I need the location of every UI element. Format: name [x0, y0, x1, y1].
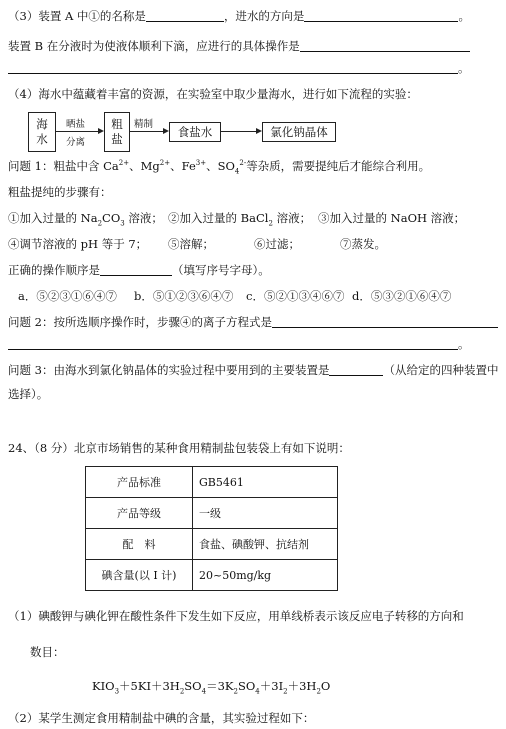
table-row — [86, 498, 338, 529]
table-cell-value: 食盐、碘酸钾、抗结剂 — [193, 529, 338, 560]
flow-box-brine-label: 食盐水 — [177, 124, 213, 139]
eq-sub-4: 2 — [233, 687, 238, 696]
p1-text-c: 、Fe — [170, 159, 196, 173]
eq-part-6: ＋3I — [259, 679, 284, 693]
step1-sub1: 2 — [97, 219, 103, 228]
q4-intro: （4）海水中蕴藏着丰富的资源，在实验室中取少量海水，进行如下流程的实验： — [8, 87, 418, 101]
eq-part-2: ＋5KI＋3H — [119, 679, 180, 693]
q4-problem2-line2 — [8, 336, 470, 352]
table-cell-value: 一级 — [193, 498, 338, 529]
steps-intro: 粗盐提纯的步骤有： — [8, 185, 112, 199]
p1-mg-charge: 2+ — [159, 159, 171, 168]
eq-part-3: SO — [184, 679, 202, 693]
flow-box-seawater — [28, 112, 56, 152]
p2-text: 问题 2：按所选顺序操作时，步骤④的离子方程式是 — [8, 315, 272, 329]
p1-fe-charge: 3+ — [195, 159, 207, 168]
table-row — [86, 467, 338, 498]
eq-sub-3: 4 — [201, 687, 207, 696]
eq-sub-5: 4 — [255, 687, 260, 696]
q24-part1-line2: 数目： — [30, 645, 65, 659]
option-c[interactable]: c．⑤②①③④⑥⑦ — [246, 289, 345, 303]
order-question — [8, 262, 270, 278]
q3-line1-end: 。 — [458, 9, 470, 23]
q3-line1 — [8, 8, 470, 24]
flow-arrow-1-label-bottom: 分离 — [66, 137, 86, 148]
q24-title: 24、（8 分）北京市场销售的某种食用精制盐包装袋上有如下说明： — [8, 441, 350, 455]
flow-box-nacl-crystal-label: 氯化钠晶体 — [270, 124, 328, 139]
q3-line1-text-a: （3）装置 A 中①的名称是 — [8, 9, 146, 23]
flow-arrow-1-line — [55, 131, 98, 132]
table-cell-value: GB5461 — [193, 467, 338, 498]
p1-text-e: 等杂质，需要提纯后才能综合利用。 — [246, 159, 431, 173]
order-text-a: 正确的操作顺序是 — [8, 263, 100, 277]
p2-end: 。 — [458, 337, 470, 351]
answer-blank-operation-cont[interactable] — [8, 61, 458, 74]
p1-text-d: 、SO — [206, 159, 235, 173]
eq-sub-7: 2 — [316, 687, 321, 696]
q3-line3-end: 。 — [458, 61, 470, 75]
q3-line3 — [8, 60, 470, 76]
table-cell-key: 产品标准 — [86, 467, 193, 498]
step-6: ⑥过滤； — [254, 237, 300, 251]
flow-box-seawater-char2: 水 — [36, 132, 48, 146]
eq-part-1: KIO — [92, 679, 115, 693]
product-spec-table — [85, 466, 338, 591]
q4-problem2 — [8, 314, 498, 330]
step-1 — [8, 210, 163, 226]
step1-text-c: 溶液； — [124, 211, 163, 225]
eq-sub-1: 3 — [114, 687, 120, 696]
answer-blank-operation[interactable] — [300, 39, 470, 52]
order-text-b: （填写序号字母）。 — [172, 263, 270, 277]
table-cell-key: 碘含量(以 I 计) — [86, 560, 193, 591]
table-cell-key: 产品等级 — [86, 498, 193, 529]
q24-part1-line1: （1）碘酸钾与碘化钾在酸性条件下发生如下反应，用单线桥表示该反应电子转移的方向和 — [8, 609, 464, 623]
p1-text-a: 问题 1：粗盐中含 Ca — [8, 159, 119, 173]
p3-text-a: 问题 3：由海水到氯化钠晶体的实验过程中要用到的主要装置是 — [8, 363, 330, 377]
q3-line1-text-b: ，进水的方向是 — [223, 9, 305, 23]
eq-part-4: ＝3K — [206, 679, 234, 693]
step1-text-a: ①加入过量的 Na — [8, 211, 98, 225]
p1-text-b: 、Mg — [129, 159, 160, 173]
table-row — [86, 560, 338, 591]
table-row — [86, 529, 338, 560]
p1-so-charge: 2- — [239, 159, 247, 168]
answer-blank-apparatus[interactable] — [329, 363, 383, 376]
table-cell-key: 配 料 — [86, 529, 193, 560]
eq-part-5: SO — [237, 679, 256, 693]
step2-sub: 2 — [268, 219, 273, 228]
flow-box-crude-salt — [104, 112, 130, 152]
answer-blank-ion-equation[interactable] — [272, 315, 498, 328]
eq-part-7: ＋3H — [287, 679, 317, 693]
step1-sub2: 3 — [120, 219, 125, 228]
flow-arrow-1-label-top: 晒盐 — [66, 119, 86, 130]
flow-box-seawater-char1: 海 — [36, 117, 48, 131]
answer-blank-device-name[interactable] — [146, 9, 224, 22]
q3-line2-text: 装置 B 在分液时为使液体顺利下滴，应进行的具体操作是 — [8, 39, 300, 53]
q3-line2 — [8, 38, 470, 54]
step2-text-a: ②加入过量的 BaCl — [168, 211, 269, 225]
step-3: ③加入过量的 NaOH 溶液； — [318, 211, 466, 225]
flow-arrow-3-line — [220, 131, 256, 132]
step1-text-b: CO — [102, 211, 121, 225]
q24-part2: （2）某学生测定食用精制盐中碘的含量，其实验过程如下： — [8, 711, 315, 725]
answer-blank-ion-equation-cont[interactable] — [8, 337, 458, 350]
option-b[interactable]: b．⑤①②③⑥④⑦ — [134, 289, 234, 303]
eq-part-8: O — [320, 679, 331, 693]
eq-sub-6: 2 — [283, 687, 288, 696]
reaction-equation — [92, 678, 330, 694]
q4-problem3 — [8, 362, 498, 378]
flow-box-nacl-crystal — [262, 122, 336, 142]
answer-blank-order[interactable] — [100, 263, 172, 276]
q4-problem3-line2: 选择）。 — [8, 387, 49, 401]
flow-box-crude-salt-char2: 盐 — [111, 132, 123, 146]
option-a[interactable]: a．⑤②③①⑥④⑦ — [18, 289, 117, 303]
flow-arrow-2-label: 精制 — [134, 119, 154, 130]
q4-problem1 — [8, 158, 430, 174]
flow-box-brine — [169, 122, 221, 142]
flow-box-crude-salt-char1: 粗 — [111, 117, 123, 131]
option-d[interactable]: d．⑤③②①⑥④⑦ — [352, 289, 452, 303]
p3-text-b: （从给定的四种装置中 — [383, 363, 499, 377]
answer-blank-water-direction[interactable] — [304, 9, 458, 22]
step2-text-b: 溶液； — [272, 211, 312, 225]
eq-sub-2: 2 — [179, 687, 185, 696]
flow-arrow-2-line — [129, 131, 163, 132]
step-2 — [168, 210, 311, 226]
step-4: ④调节溶液的 pH 等于 7； — [8, 237, 148, 251]
step-5: ⑤溶解； — [168, 237, 214, 251]
step-7: ⑦蒸发。 — [340, 237, 386, 251]
p1-ca-charge: 2+ — [118, 159, 130, 168]
p1-so-subscript: 4 — [234, 167, 240, 176]
table-cell-value: 20~50mg/kg — [193, 560, 338, 591]
